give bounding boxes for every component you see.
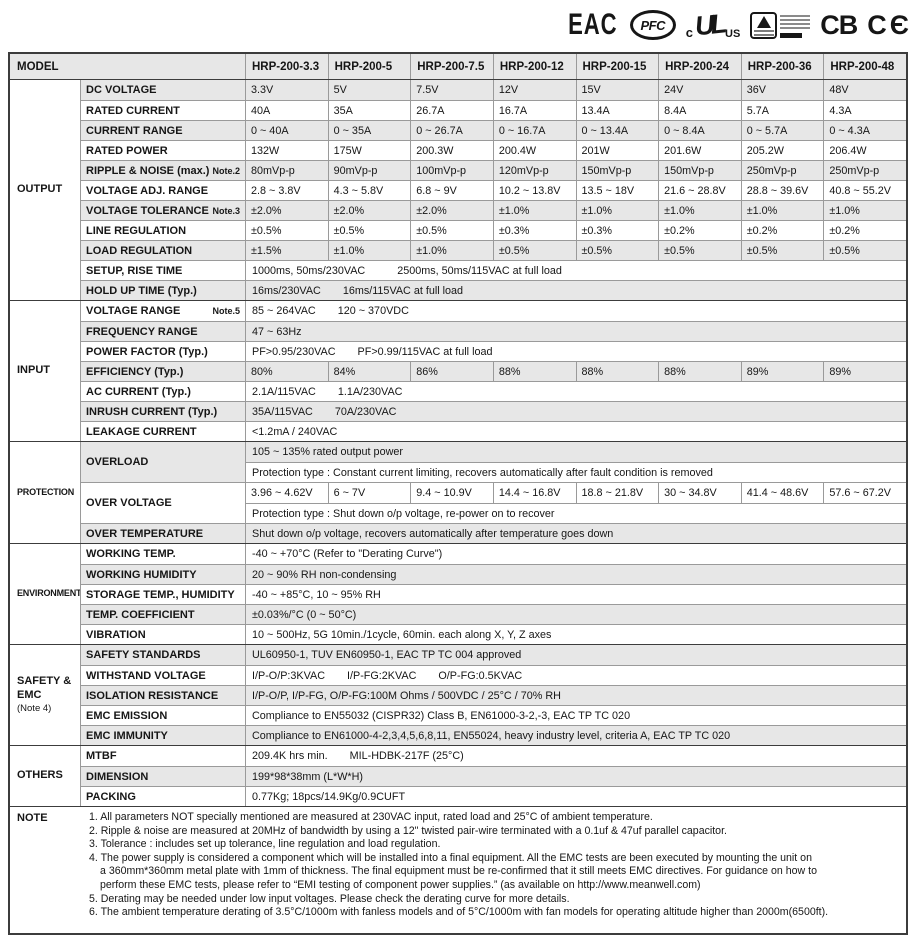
spec-value-part: 2500ms, 50ms/115VAC at full load: [397, 264, 562, 277]
spec-value-part: I/P-O/P:3KVAC: [252, 669, 325, 682]
section-label: [10, 746, 80, 806]
spec-cell: 175W: [329, 141, 412, 160]
spec-cell: 35A: [329, 101, 412, 120]
spec-row: [81, 140, 906, 160]
note-line: 4. The power supply is considered a component which will be installed into a final equipment. All the EMC tests are been executed by mounting the unit on: [89, 851, 812, 864]
spec-table: [8, 52, 908, 935]
section-rows: [80, 442, 906, 543]
ul-icon: UL: [693, 8, 725, 41]
spec-cell: 13.5 ~ 18V: [577, 181, 660, 200]
spec-row: [81, 361, 906, 381]
section-label: [10, 442, 80, 543]
spec-row-label: LEAKAGE CURRENT: [81, 422, 246, 441]
spec-value: [246, 706, 906, 725]
note-ref: Note.3: [212, 205, 240, 216]
tuv-rheinland-logo: [750, 12, 810, 39]
note-list: [80, 807, 906, 933]
spec-cell: 250mVp-p: [742, 161, 825, 180]
spec-cell: 120mVp-p: [494, 161, 577, 180]
spec-value: [246, 463, 906, 482]
spec-value-part: MIL-HDBK-217F (25°C): [349, 750, 464, 762]
spec-value-part: 105 ~ 135% rated output power: [252, 446, 403, 458]
spec-value-part: 199*98*38mm (L*W*H): [252, 770, 364, 783]
note-ref: Note.2: [212, 165, 240, 176]
spec-value-part: Protection type : Shut down o/p voltage, re-power on to recover: [252, 507, 555, 520]
section-label: [10, 807, 80, 933]
spec-row-label: MTBF: [81, 746, 246, 766]
spec-row: [246, 442, 906, 462]
spec-cell: ±0.2%: [659, 221, 742, 240]
model-column-header: HRP-200-7.5: [410, 54, 493, 79]
section-label: [10, 544, 80, 644]
spec-row: [81, 301, 906, 321]
spec-cell: ±0.5%: [659, 241, 742, 260]
spec-value: [246, 544, 906, 564]
spec-row: [81, 604, 906, 624]
spec-row-label: VOLTAGE RANGE Note.5: [81, 301, 246, 321]
note-line: 2. Ripple & noise are measured at 20MHz of bandwidth by using a 12" twisted pair-wire terminated with a 0.1uf & 47uf parallel capacitor.: [89, 824, 727, 837]
spec-cell: ±1.5%: [246, 241, 329, 260]
section-rows: [80, 301, 906, 441]
spec-cell: ±1.0%: [824, 201, 906, 220]
spec-row-label: CURRENT RANGE: [81, 121, 246, 140]
spec-cell: 57.6 ~ 67.2V: [824, 483, 906, 503]
spec-value-part: 20 ~ 90% RH non-condensing: [252, 568, 397, 581]
ul-c-mark: c: [685, 24, 693, 40]
spec-cell: 80mVp-p: [246, 161, 329, 180]
spec-row-label: OVER TEMPERATURE: [81, 524, 246, 543]
spec-row-label: VOLTAGE ADJ. RANGE: [81, 181, 246, 200]
spec-cell: 36V: [742, 80, 825, 100]
spec-row-label: RATED CURRENT: [81, 101, 246, 120]
spec-value-part: PF>0.95/230VAC: [252, 345, 336, 358]
spec-cell: 16.7A: [494, 101, 577, 120]
spec-section: [10, 300, 906, 441]
spec-row-label: LOAD REGULATION: [81, 241, 246, 260]
spec-row: [81, 381, 906, 401]
spec-row-label: DIMENSION: [81, 767, 246, 786]
spec-row: [81, 523, 906, 543]
spec-cell: ±1.0%: [577, 201, 660, 220]
spec-row: [81, 321, 906, 341]
spec-row-label: AC CURRENT (Typ.): [81, 382, 246, 401]
spec-value: [246, 382, 906, 401]
spec-value: [246, 281, 906, 300]
spec-value-part: 209.4K hrs min.: [252, 750, 328, 762]
section-label: [10, 80, 80, 300]
ul-us-mark: US: [725, 27, 741, 40]
spec-value-part: 1.1A/230VAC: [337, 385, 403, 398]
section-label-line: OUTPUT: [17, 183, 63, 196]
spec-value: [246, 422, 906, 441]
spec-cell: 10.2 ~ 13.8V: [494, 181, 577, 200]
spec-cell: 3.3V: [246, 80, 329, 100]
model-column-header: HRP-200-24: [658, 54, 741, 79]
spec-cell: 6 ~ 7V: [329, 483, 412, 503]
note-line: a 360mm*360mm metal plate with 1mm of thickness. The final equipment must be re-confirmed that it still meets EMC directives. For guidance on how to: [100, 865, 817, 878]
spec-cell: 40.8 ~ 55.2V: [824, 181, 906, 200]
spec-row: [81, 685, 906, 705]
spec-section: [10, 644, 906, 745]
spec-row-label: RATED POWER: [81, 141, 246, 160]
spec-cell: 86%: [411, 362, 494, 381]
section-rows: [80, 645, 906, 745]
spec-cell: 6.8 ~ 9V: [411, 181, 494, 200]
spec-cell: ±0.5%: [494, 241, 577, 260]
spec-cell: 2.8 ~ 3.8V: [246, 181, 329, 200]
spec-value: [246, 504, 906, 523]
spec-cell: 13.4A: [577, 101, 660, 120]
spec-value-part: 16ms/230VAC: [252, 284, 321, 297]
spec-row: [81, 421, 906, 441]
model-column-header: HRP-200-15: [576, 54, 659, 79]
spec-value: [246, 726, 906, 745]
ce-logo: CЄ: [867, 9, 912, 40]
spec-cell: 8.4A: [659, 101, 742, 120]
model-header-label: MODEL: [17, 60, 59, 73]
spec-row: [81, 200, 906, 220]
spec-cell: 200.4W: [494, 141, 577, 160]
note-line: 3. Tolerance : includes set up tolerance, line regulation and load regulation.: [89, 838, 441, 851]
model-column-header: HRP-200-12: [493, 54, 576, 79]
spec-value: [246, 686, 906, 705]
spec-row: [81, 564, 906, 584]
spec-cell: 89%: [824, 362, 906, 381]
spec-value: [246, 301, 906, 321]
spec-cell: 100mVp-p: [411, 161, 494, 180]
spec-cell: 5V: [329, 80, 412, 100]
spec-value: [246, 746, 906, 766]
spec-value: [246, 666, 906, 685]
spec-cell: ±0.5%: [742, 241, 825, 260]
spec-cell: 40A: [246, 101, 329, 120]
cul-us-logo: [686, 10, 741, 41]
spec-value-part: 1000ms, 50ms/230VAC: [252, 264, 366, 277]
spec-row: [81, 240, 906, 260]
spec-value-part: 85 ~ 264VAC: [252, 305, 316, 317]
spec-cell: ±1.0%: [742, 201, 825, 220]
spec-cell: 0 ~ 4.3A: [824, 121, 906, 140]
spec-cell: 28.8 ~ 39.6V: [742, 181, 825, 200]
spec-cell: 7.5V: [411, 80, 494, 100]
spec-row: [81, 160, 906, 180]
spec-row-label: SETUP, RISE TIME: [81, 261, 246, 280]
spec-row-label: EMC IMMUNITY: [81, 726, 246, 745]
spec-value-part: Protection type : Constant current limiting, recovers automatically after fault condition is removed: [252, 466, 713, 479]
spec-value: [246, 625, 906, 644]
spec-cell: 0 ~ 26.7A: [411, 121, 494, 140]
spec-row-label: OVER VOLTAGE: [81, 483, 246, 523]
spec-row-label: POWER FACTOR (Typ.): [81, 342, 246, 361]
spec-value: [246, 585, 906, 604]
spec-cell: 88%: [577, 362, 660, 381]
spec-cell: ±1.0%: [494, 201, 577, 220]
spec-row-label: TEMP. COEFFICIENT: [81, 605, 246, 624]
spec-cell: 5.7A: [742, 101, 825, 120]
spec-cell: 89%: [742, 362, 825, 381]
spec-cell: ±0.5%: [824, 241, 906, 260]
spec-cell: ±2.0%: [411, 201, 494, 220]
spec-value-part: 10 ~ 500Hz, 5G 10min./1cycle, 60min. each along X, Y, Z axes: [252, 628, 552, 641]
spec-value-part: PF>0.99/115VAC at full load: [357, 345, 493, 358]
section-subnote: (Note 4): [17, 702, 52, 714]
spec-value-part: ±0.03%/°C (0 ~ 50°C): [252, 608, 357, 621]
tuv-badge-icon: [750, 12, 777, 39]
spec-cell: ±1.0%: [659, 201, 742, 220]
section-label-line: OTHERS: [17, 769, 63, 782]
spec-value: [246, 565, 906, 584]
spec-cell: 48V: [824, 80, 906, 100]
spec-cell: 0 ~ 40A: [246, 121, 329, 140]
certification-logos: [566, 6, 912, 44]
spec-row-label: RIPPLE & NOISE (max.) Note.2: [81, 161, 246, 180]
spec-cell: 0 ~ 13.4A: [577, 121, 660, 140]
spec-cell: ±0.2%: [824, 221, 906, 240]
note-line: 5. Derating may be needed under low input voltages. Please check the derating curve for more details.: [89, 892, 570, 905]
spec-row-label: VIBRATION: [81, 625, 246, 644]
spec-row: [81, 624, 906, 644]
spec-value-part: 47 ~ 63Hz: [252, 325, 302, 338]
spec-cell: ±0.2%: [742, 221, 825, 240]
spec-cell: ±0.5%: [577, 241, 660, 260]
spec-value: [246, 322, 906, 341]
spec-value-part: O/P-FG:0.5KVAC: [438, 669, 523, 682]
spec-row: [81, 544, 906, 564]
spec-value: [246, 261, 906, 280]
eac-logo: EAC: [568, 7, 618, 42]
spec-row: [81, 746, 906, 766]
spec-row-group: [81, 482, 906, 523]
spec-cell: 201.6W: [659, 141, 742, 160]
spec-row: [81, 260, 906, 280]
section-label-line: INPUT: [17, 364, 50, 377]
spec-cell: 12V: [494, 80, 577, 100]
section-label: [10, 301, 80, 441]
spec-cell: ±2.0%: [329, 201, 412, 220]
section-rows: [80, 80, 906, 300]
spec-row: [81, 280, 906, 300]
spec-cell: 84%: [329, 362, 412, 381]
spec-cell: 0 ~ 35A: [329, 121, 412, 140]
spec-cell: 90mVp-p: [329, 161, 412, 180]
spec-cell: 18.8 ~ 21.8V: [577, 483, 660, 503]
note-line: 6. The ambient temperature derating of 3.5°C/1000m with fanless models and of 5°C/1000m with fan models for operating altitude higher than 2000m(6500ft).: [89, 906, 829, 919]
spec-section: [10, 441, 906, 543]
spec-row-label: EMC EMISSION: [81, 706, 246, 725]
spec-value: [246, 605, 906, 624]
spec-cell: 26.7A: [411, 101, 494, 120]
spec-row: [81, 584, 906, 604]
spec-row: [81, 180, 906, 200]
spec-row-label: EFFICIENCY (Typ.): [81, 362, 246, 381]
spec-row-label: VOLTAGE TOLERANCE Note.3: [81, 201, 246, 220]
spec-cell: 15V: [577, 80, 660, 100]
note-line: 1. All parameters NOT specially mentioned are measured at 230VAC input, rated load and 25°C of ambient temperature.: [89, 811, 653, 823]
spec-value-part: 120 ~ 370VDC: [337, 305, 409, 317]
spec-row: [81, 786, 906, 806]
spec-value-part: -40 ~ +85°C, 10 ~ 95% RH: [252, 588, 381, 601]
section-label-line: NOTE: [17, 812, 48, 824]
section-rows: [80, 746, 906, 806]
spec-row-label: DC VOLTAGE: [81, 80, 246, 100]
section-label-line: ENVIRONMENT: [17, 588, 82, 599]
spec-value-part: Compliance to EN55032 (CISPR32) Class B, EN61000-3-2,-3, EAC TP TC 020: [252, 709, 631, 722]
spec-cell: 41.4 ~ 48.6V: [742, 483, 825, 503]
spec-cell: 88%: [494, 362, 577, 381]
spec-row: [81, 220, 906, 240]
spec-cell: ±1.0%: [411, 241, 494, 260]
spec-cell: 24V: [659, 80, 742, 100]
spec-cell: 0 ~ 5.7A: [742, 121, 825, 140]
spec-cell: 4.3 ~ 5.8V: [329, 181, 412, 200]
spec-cell: 0 ~ 8.4A: [659, 121, 742, 140]
pfc-logo: PFC: [630, 10, 676, 40]
spec-cell: 80%: [246, 362, 329, 381]
spec-cell: 150mVp-p: [659, 161, 742, 180]
spec-row: [81, 120, 906, 140]
spec-row: [81, 665, 906, 685]
spec-cell: 132W: [246, 141, 329, 160]
spec-value: [246, 524, 906, 543]
spec-cell: 150mVp-p: [577, 161, 660, 180]
spec-row: [246, 503, 906, 523]
spec-row-label: OVERLOAD: [81, 442, 246, 482]
spec-row-label: HOLD UP TIME (Typ.): [81, 281, 246, 300]
spec-row: [81, 645, 906, 665]
spec-cell: 4.3A: [824, 101, 906, 120]
spec-value: [246, 787, 906, 806]
spec-row-label: WORKING HUMIDITY: [81, 565, 246, 584]
spec-cell: ±0.5%: [411, 221, 494, 240]
note-ref: Note.5: [212, 306, 240, 316]
spec-cell: 88%: [659, 362, 742, 381]
cb-logo: CB: [820, 9, 858, 40]
spec-row: [81, 401, 906, 421]
spec-row: [81, 705, 906, 725]
model-column-header: HRP-200-3.3: [245, 54, 328, 79]
spec-row-label: WORKING TEMP.: [81, 544, 246, 564]
spec-cell: 3.96 ~ 4.62V: [246, 483, 329, 503]
note-section: [10, 806, 906, 933]
spec-cell: ±0.3%: [494, 221, 577, 240]
section-label-line: SAFETY &: [17, 675, 72, 688]
section-label: [10, 645, 80, 745]
spec-value: [246, 402, 906, 421]
spec-value: [246, 645, 906, 665]
spec-row: [246, 483, 906, 503]
section-label-line: EMC: [17, 689, 42, 702]
spec-value-part: -40 ~ +70°C (Refer to "Derating Curve"): [252, 548, 443, 560]
spec-cell: ±0.5%: [246, 221, 329, 240]
model-header-row: [10, 54, 906, 79]
tuv-cert-text: [780, 12, 810, 38]
section-rows: [80, 544, 906, 644]
spec-row: [81, 100, 906, 120]
spec-row: [81, 766, 906, 786]
spec-cell: 0 ~ 16.7A: [494, 121, 577, 140]
spec-row-label: FREQUENCY RANGE: [81, 322, 246, 341]
spec-cell: 201W: [577, 141, 660, 160]
spec-cell: ±0.5%: [329, 221, 412, 240]
model-column-header: HRP-200-36: [741, 54, 824, 79]
section-label-line: PROTECTION: [17, 486, 75, 497]
model-column-header: HRP-200-48: [823, 54, 906, 79]
spec-value-part: 16ms/115VAC at full load: [342, 284, 464, 297]
spec-value-part: 35A/115VAC: [252, 405, 313, 418]
spec-value: [246, 342, 906, 361]
spec-value-part: 70A/230VAC: [334, 405, 397, 418]
spec-cell: ±1.0%: [329, 241, 412, 260]
spec-row-label: LINE REGULATION: [81, 221, 246, 240]
spec-value-part: Compliance to EN61000-4-2,3,4,5,6,8,11, EN55024, heavy industry level, criteria A, EAC TP TC 020: [252, 729, 731, 742]
spec-cell: 200.3W: [411, 141, 494, 160]
spec-value-part: I/P-O/P, I/P-FG, O/P-FG:100M Ohms / 500VDC / 25°C / 70% RH: [252, 689, 561, 702]
spec-cell: 250mVp-p: [824, 161, 906, 180]
spec-value-part: I/P-FG:2KVAC: [347, 669, 417, 682]
model-column-header: HRP-200-5: [328, 54, 411, 79]
spec-cell: 206.4W: [824, 141, 906, 160]
spec-row-group: [81, 442, 906, 482]
spec-cell: 30 ~ 34.8V: [659, 483, 742, 503]
spec-row: [246, 462, 906, 482]
spec-value-part: <1.2mA / 240VAC: [252, 425, 338, 438]
spec-row-label: ISOLATION RESISTANCE: [81, 686, 246, 705]
spec-row: [81, 341, 906, 361]
spec-row: [81, 80, 906, 100]
spec-cell: 9.4 ~ 10.9V: [411, 483, 494, 503]
spec-cell: 14.4 ~ 16.8V: [494, 483, 577, 503]
note-line: perform these EMC tests, please refer to “EMI testing of component power supplies.” (as available on http://www.meanwell.com): [100, 878, 701, 891]
spec-section: [10, 745, 906, 806]
spec-row-label: SAFETY STANDARDS: [81, 645, 246, 665]
spec-value-part: Shut down o/p voltage, recovers automatically after temperature goes down: [252, 527, 614, 540]
spec-row-label: PACKING: [81, 787, 246, 806]
spec-cell: 21.6 ~ 28.8V: [659, 181, 742, 200]
spec-value-part: 2.1A/115VAC: [252, 385, 316, 398]
spec-cell: ±0.3%: [577, 221, 660, 240]
spec-cell: 205.2W: [742, 141, 825, 160]
spec-value-part: UL60950-1, TUV EN60950-1, EAC TP TC 004 approved: [252, 649, 522, 661]
spec-section: [10, 543, 906, 644]
spec-value-part: 0.77Kg; 18pcs/14.9Kg/0.9CUFT: [252, 790, 406, 803]
spec-row-label: STORAGE TEMP., HUMIDITY: [81, 585, 246, 604]
spec-cell: ±2.0%: [246, 201, 329, 220]
spec-value: [246, 442, 906, 462]
spec-row-label: INRUSH CURRENT (Typ.): [81, 402, 246, 421]
spec-section: [10, 79, 906, 300]
spec-value: [246, 767, 906, 786]
spec-row-label: WITHSTAND VOLTAGE: [81, 666, 246, 685]
spec-row: [81, 725, 906, 745]
